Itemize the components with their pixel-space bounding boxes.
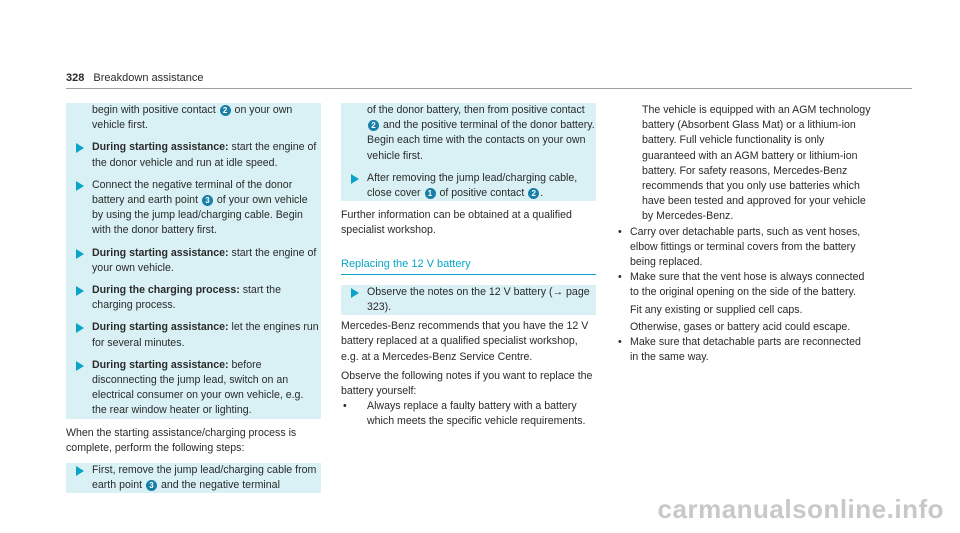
section-name: Breakdown assistance	[93, 72, 204, 84]
callout-badge: 1	[425, 188, 436, 199]
column-3	[616, 103, 871, 365]
list-item: • Always replace a faulty battery with a battery which meets the specific vehicle requirements.	[341, 399, 596, 429]
band-gap	[66, 171, 321, 178]
paragraph: The vehicle is equipped with an AGM technology battery (Absorbent Glass Mat) or a lithium-ion battery. Full vehicle functionality is only guaranteed with an AGM battery or lithium-ion battery. For safety reasons, Mercedes-Benz recommends that you only use batteries which have been tested and approved for your vehicle by Mercedes-Benz.	[642, 104, 871, 223]
step-item	[66, 246, 321, 276]
paragraph: When the starting assistance/charging process is complete, perform the following steps:	[66, 426, 297, 454]
band-gap	[66, 419, 321, 426]
step-arrow-icon	[76, 361, 84, 371]
paragraph: Observe the following notes if you want to replace the battery yourself:	[341, 369, 593, 398]
band-gap	[66, 456, 321, 463]
page-number: 328	[66, 72, 85, 84]
step-item	[66, 320, 321, 350]
step-arrow-icon	[76, 286, 84, 296]
step-text: .	[540, 187, 544, 200]
band-gap	[66, 313, 321, 320]
step-arrow-icon	[76, 143, 84, 153]
step-lead: During starting assistance:	[92, 246, 229, 259]
step-item	[66, 283, 321, 313]
step-text: start the charging process.	[92, 284, 281, 312]
step-text: of positive contact	[436, 187, 528, 200]
band-gap	[341, 201, 596, 208]
step-text: Connect the negative terminal of the donor battery and earth point	[92, 178, 293, 207]
callout-badge: 3	[202, 195, 213, 206]
step-arrow-icon	[351, 288, 359, 298]
step-continuation	[66, 103, 321, 133]
step-item	[341, 171, 596, 201]
paragraph: Further information can be obtained at a qualified specialist workshop.	[341, 209, 572, 237]
list-item: • Carry over detachable parts, such as vent hoses, elbow fittings or terminal covers from the battery being replaced.	[616, 225, 871, 271]
step-arrow-icon	[76, 466, 84, 476]
step-text: start the engine of the donor vehicle and run at idle speed.	[92, 141, 317, 169]
step-text: of the donor battery, then from positive contact	[367, 104, 585, 116]
step-text: on your own vehicle first.	[92, 104, 293, 132]
step-text: start the engine of your own vehicle.	[92, 246, 317, 274]
step-text: After removing the jump lead/charging cable, close cover	[367, 171, 578, 200]
step-continuation	[341, 103, 596, 164]
band-gap	[66, 239, 321, 246]
step-text: let the engines run for several minutes.	[92, 321, 319, 349]
column-2	[341, 103, 596, 430]
step-lead: During starting assistance:	[92, 358, 229, 371]
band-gap	[66, 276, 321, 283]
step-text: and the negative terminal	[158, 479, 280, 492]
section-title: Replacing the 12 V battery	[341, 257, 596, 275]
step-text: begin with positive contact	[92, 104, 219, 116]
band-gap	[341, 164, 596, 171]
callout-badge: 2	[220, 105, 231, 116]
step-text: and the positive terminal of the donor battery. Begin each time with the contacts on your own vehicle first.	[367, 119, 595, 162]
watermark: carmanualsonline.info	[657, 494, 944, 524]
paragraph: Mercedes-Benz recommends that you have the 12 V battery replaced at a qualified specialist workshop, e.g. at a Mercedes-Benz Service Centre.	[341, 320, 589, 363]
band-gap	[341, 275, 596, 285]
step-item	[66, 358, 321, 419]
step-text: of your own vehicle by using the jump lead/charging cable. Begin with the donor battery first.	[92, 194, 308, 237]
step-item	[66, 178, 321, 239]
list-item: • Make sure that the vent hose is always connected to the original opening on the side of the battery.	[616, 270, 871, 300]
step-arrow-icon	[76, 181, 84, 191]
list-subtext: Fit any existing or supplied cell caps.	[630, 303, 803, 316]
callout-badge: 2	[368, 120, 379, 131]
callout-badge: 3	[146, 480, 157, 491]
step-item	[66, 463, 321, 493]
step-lead: During starting assistance:	[92, 321, 229, 334]
step-text: First, remove the jump lead/charging cable from earth point	[92, 464, 317, 492]
step-arrow-icon	[351, 174, 359, 184]
band-gap	[66, 351, 321, 358]
step-item	[66, 140, 321, 170]
page-header	[66, 72, 203, 84]
step-lead: During the charging process:	[92, 284, 240, 297]
step-lead: During starting assistance:	[92, 141, 229, 154]
callout-badge: 2	[528, 188, 539, 199]
step-arrow-icon	[76, 323, 84, 333]
list-item: • Make sure that detachable parts are reconnected in the same way.	[616, 335, 871, 365]
list-subtext: Otherwise, gases or battery acid could escape.	[630, 320, 851, 333]
step-text: before disconnecting the jump lead, switch on an electrical consumer on your own vehicle, e.g. the rear window heater or lighting.	[92, 358, 304, 417]
step-text: Observe the notes on the 12 V battery (→ page 323).	[367, 285, 590, 314]
step-item	[341, 285, 596, 315]
column-1	[66, 103, 321, 493]
band-gap	[66, 133, 321, 140]
header-divider	[66, 88, 912, 89]
step-arrow-icon	[76, 249, 84, 259]
